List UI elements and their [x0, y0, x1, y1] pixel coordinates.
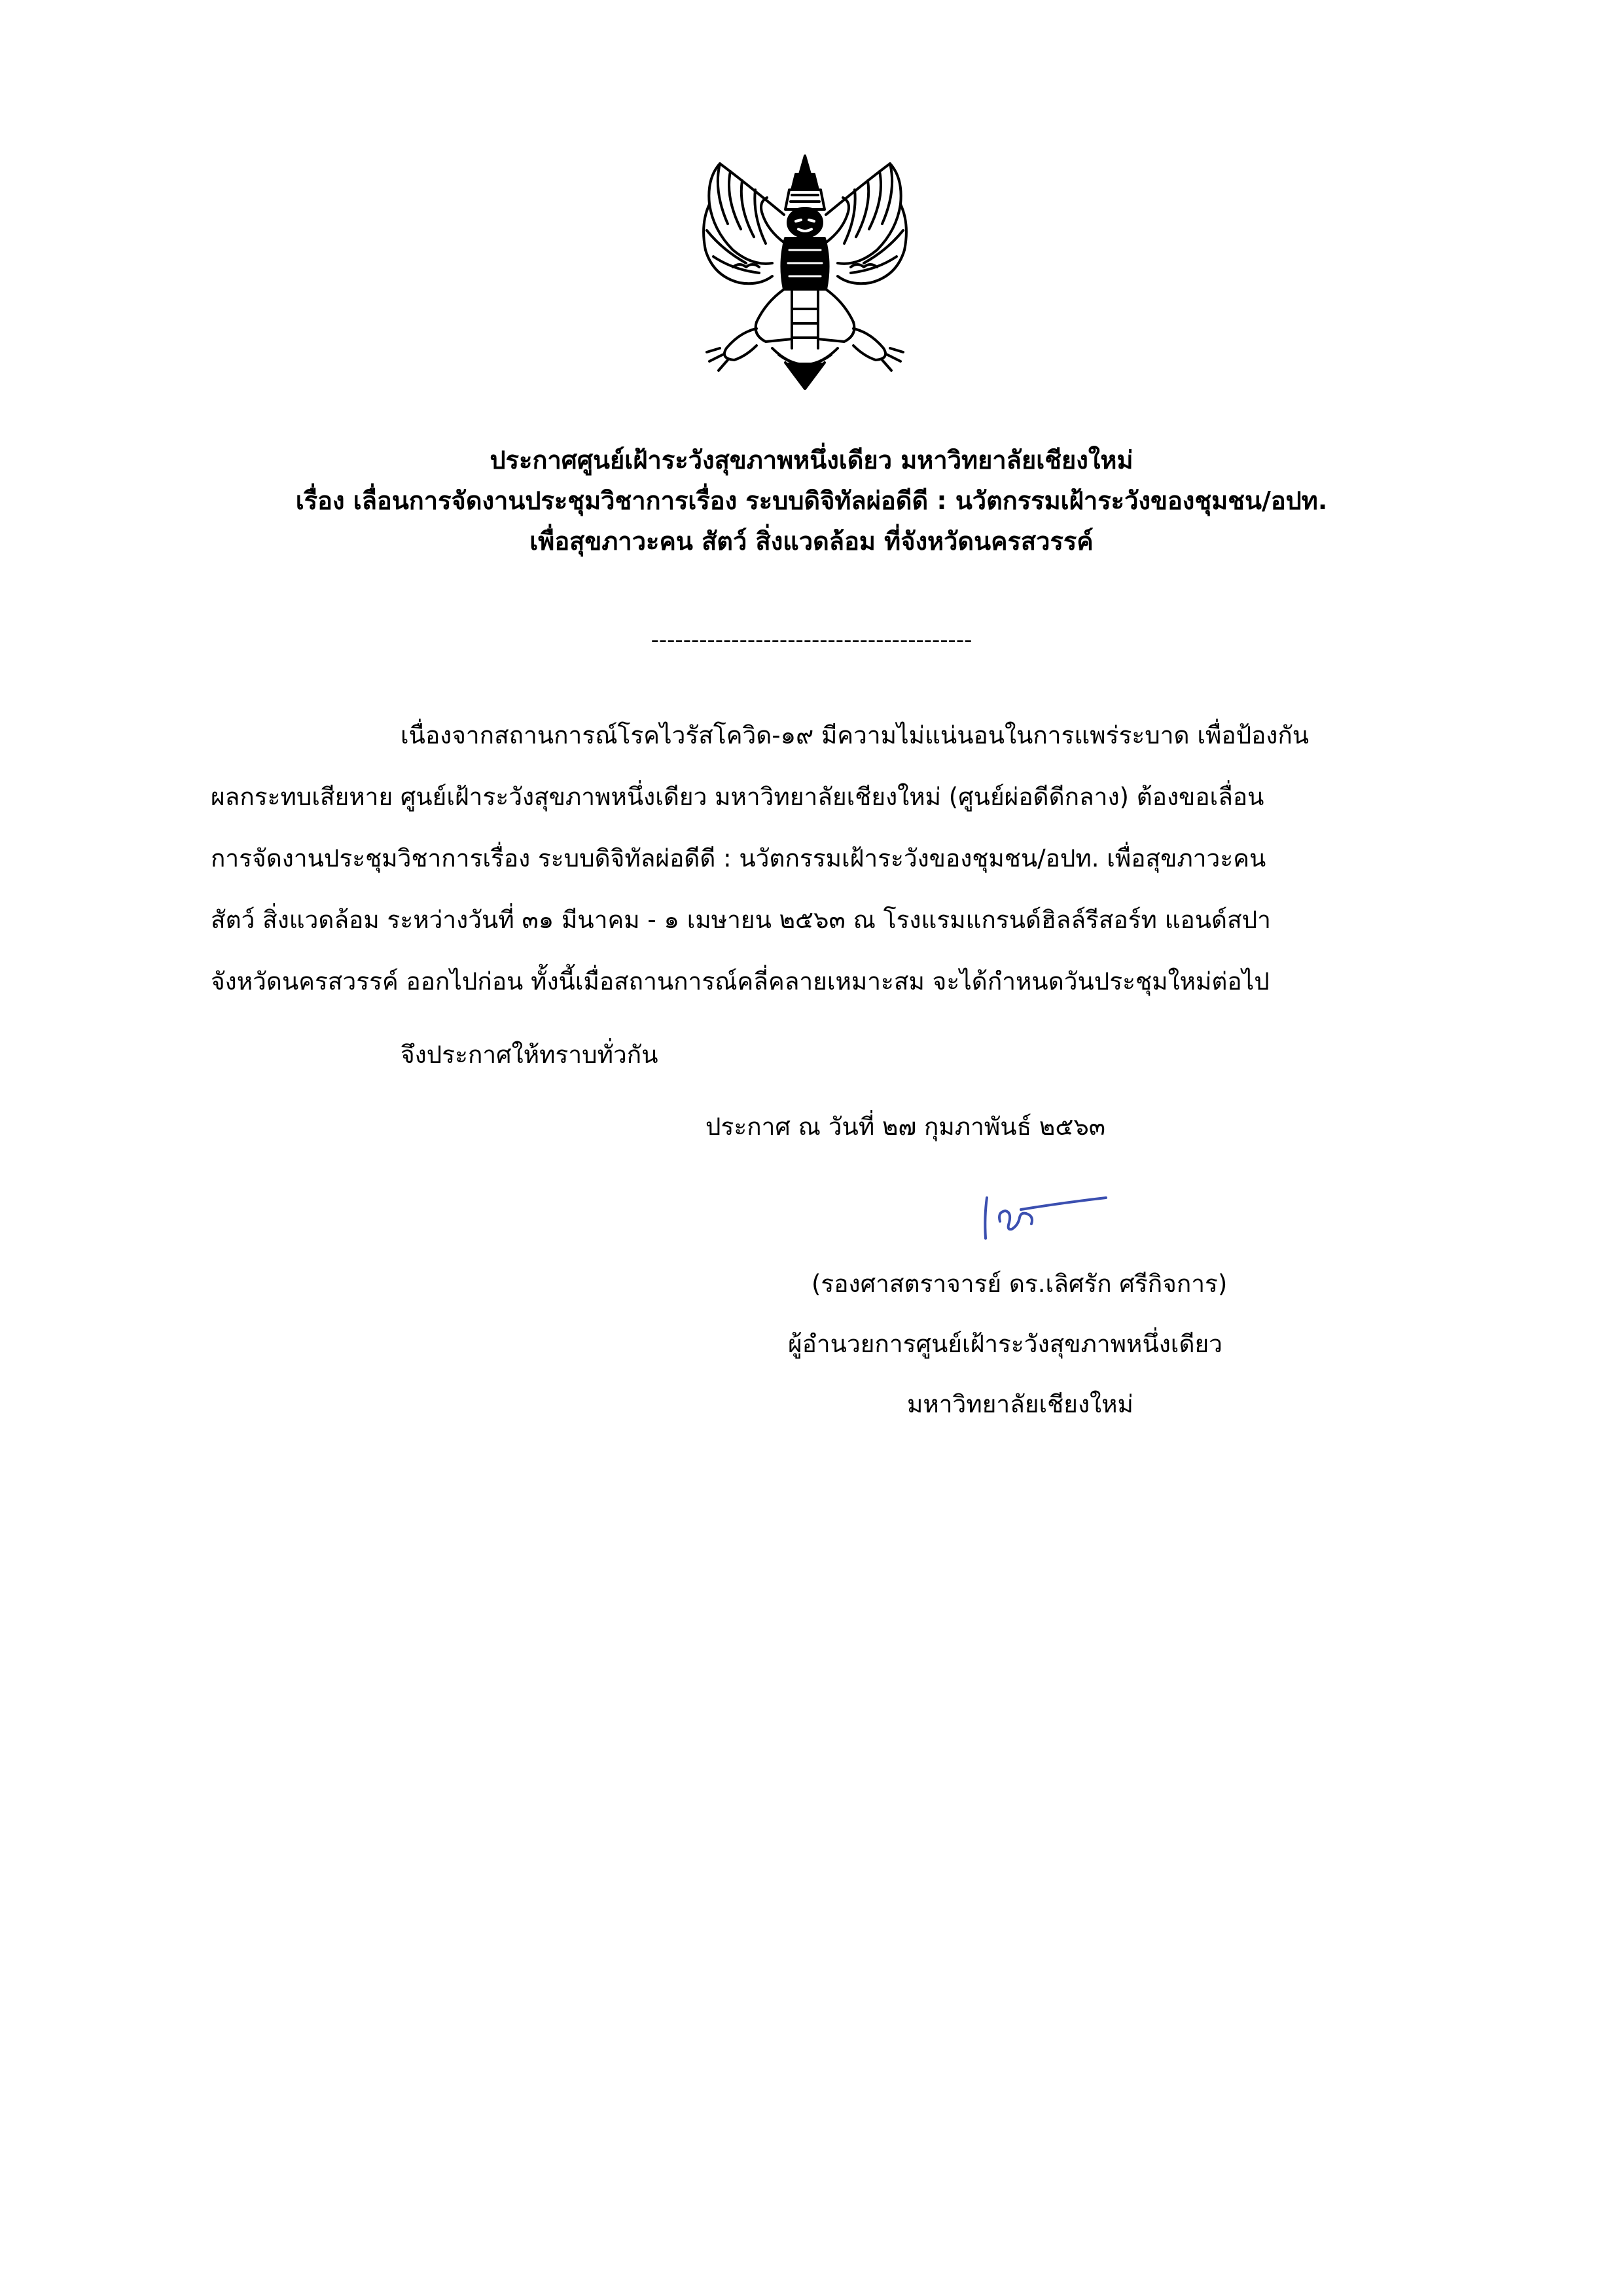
paragraph-line-5: จังหวัดนครสวรรค์ ออกไปก่อน ทั้งนี้เมื่อสถานการณ์คลี่คลายเหมาะสม จะได้กำหนดวันประชุมใหม่ต่อไป: [211, 967, 1270, 996]
announcement-date: ประกาศ ณ วันที่ ๒๗ กุมภาพันธ์ ๒๕๖๓: [705, 1113, 1106, 1141]
paragraph-line-1: เนื่องจากสถานการณ์โรคไวรัสโควิด-๑๙ มีความไม่แน่นอนในการแพร่ระบาด เพื่อป้องกัน: [401, 721, 1310, 749]
signatory-position: ผู้อำนวยการศูนย์เฝ้าระวังสุขภาพหนึ่งเดียว: [788, 1330, 1222, 1358]
title-separator: ----------------------------------------: [651, 627, 972, 653]
title-line-1: ประกาศศูนย์เฝ้าระวังสุขภาพหนึ่งเดียว มหาวิทยาลัยเชียงใหม่: [490, 446, 1133, 475]
handwritten-signature: [969, 1183, 1126, 1249]
closing-statement: จึงประกาศให้ทราบทั่วกัน: [401, 1041, 658, 1069]
signatory-name: (รองศาสตราจารย์ ดร.เลิศรัก ศรีกิจการ): [812, 1270, 1228, 1298]
title-line-3: เพื่อสุขภาวะคน สัตว์ สิ่งแวดล้อม ที่จังหวัดนครสวรรค์: [529, 527, 1094, 556]
signatory-organization: มหาวิทยาลัยเชียงใหม่: [907, 1390, 1133, 1418]
title-line-2: เรื่อง เลื่อนการจัดงานประชุมวิชาการเรื่อง ระบบดิจิทัลผ่อดีดี : นวัตกรรมเฝ้าระวังของชุมชน/อปท.: [295, 486, 1328, 515]
paragraph-line-2: ผลกระทบเสียหาย ศูนย์เฝ้าระวังสุขภาพหนึ่งเดียว มหาวิทยาลัยเชียงใหม่ (ศูนย์ผ่อดีดีกลาง) ต้องขอเลื่อน: [211, 783, 1264, 811]
announcement-title: [157, 440, 1466, 562]
paragraph-line-4: สัตว์ สิ่งแวดล้อม ระหว่างวันที่ ๓๑ มีนาคม - ๑ เมษายน ๒๕๖๓ ณ โรงแรมแกรนด์ฮิลล์รีสอร์ท แอนด์สปา: [211, 906, 1271, 934]
garuda-emblem: [694, 152, 916, 393]
paragraph-line-3: การจัดงานประชุมวิชาการเรื่อง ระบบดิจิทัลผ่อดีดี : นวัตกรรมเฝ้าระวังของชุมชน/อปท. เพื่อสุขภาวะคน: [211, 844, 1266, 872]
